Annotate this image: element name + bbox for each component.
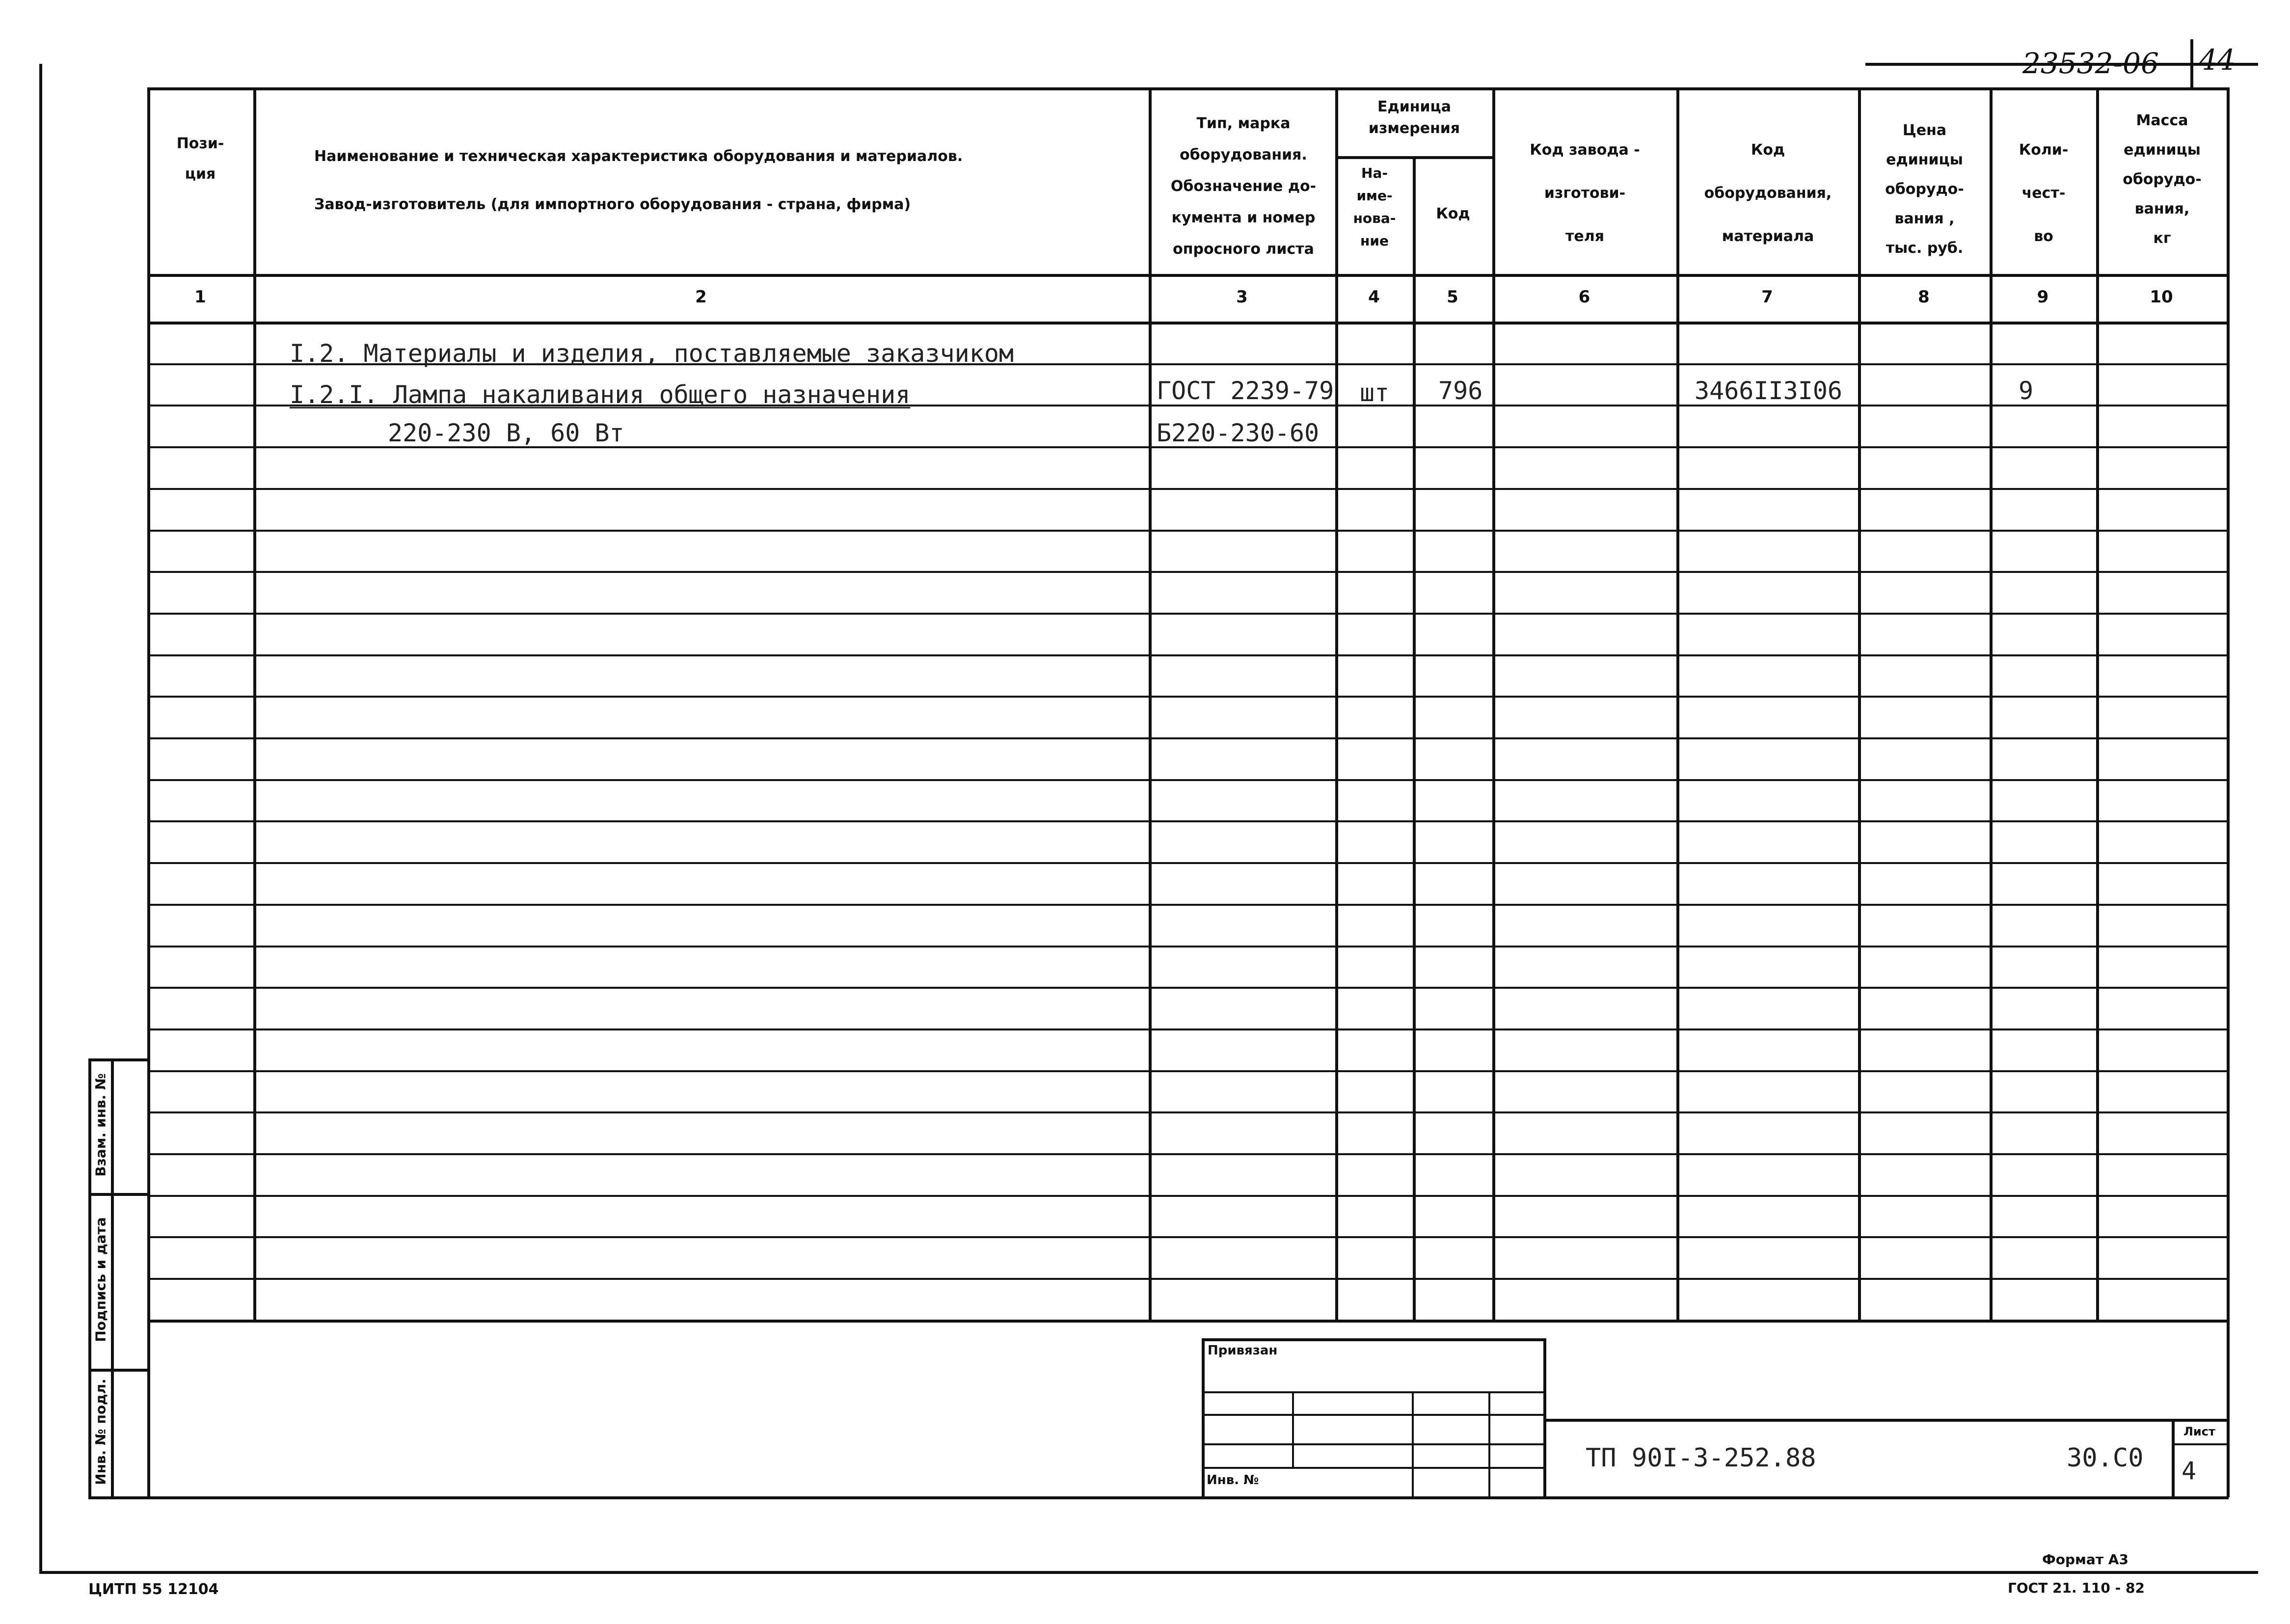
colnum-8: 8	[1918, 287, 1930, 307]
header-quantity: Коли- чест- во	[2019, 141, 2069, 245]
table-row-line	[147, 779, 2229, 781]
colnum-4: 4	[1368, 287, 1380, 307]
stamp-inv-no: Инв. №	[1207, 1473, 1259, 1488]
colnum-6: 6	[1578, 287, 1590, 307]
table-row-line	[147, 1111, 2229, 1113]
col-line-7	[1858, 87, 1861, 1321]
row1-name: I.2. Материалы и изделия, поставляемые заказчиком	[290, 339, 1014, 368]
table-row-line	[147, 1195, 2229, 1197]
side-strip-top	[88, 1058, 147, 1061]
page-number-box-left	[2190, 39, 2193, 88]
stamp-left	[1202, 1338, 1205, 1497]
stamp-code: 30.С0	[2067, 1443, 2144, 1473]
col-line-3	[1335, 87, 1338, 1321]
table-row-line	[147, 488, 2229, 490]
table-top	[147, 87, 2229, 90]
side-label-vzam: Взам. инв. №	[92, 1073, 109, 1177]
header-unit-code: Код	[1436, 205, 1470, 222]
table-row-line	[147, 862, 2229, 864]
stamp-right	[1543, 1338, 1546, 1497]
col-line-9	[2096, 87, 2099, 1321]
table-row-line	[147, 820, 2229, 822]
stamp-row2	[1202, 1414, 1545, 1416]
table-row-line	[147, 1070, 2229, 1072]
table-row-line	[147, 987, 2229, 989]
stamp-privyazan: Привязан	[1208, 1343, 1278, 1358]
table-row-line	[147, 1278, 2229, 1280]
page-border-bottom	[39, 1571, 2258, 1574]
table-row-line	[147, 1029, 2229, 1030]
col-line-10	[2227, 87, 2230, 1497]
side-label-podpis: Подпись и дата	[92, 1217, 109, 1342]
colnum-5: 5	[1447, 287, 1458, 307]
row2-name: I.2.I. Лампа накаливания общего назначения	[290, 380, 911, 409]
header-unit: Единица измерения	[1368, 98, 1460, 137]
row3-name: 220-230 В, 60 Вт	[388, 419, 624, 447]
stamp-col2	[1412, 1391, 1414, 1497]
header-type: Тип, марка оборудования. Обозначение до- кумента и номер опросного листа	[1170, 115, 1317, 258]
row2-material-code: 3466II3I06	[1695, 377, 1843, 405]
header-material-code: Код оборудования, материала	[1704, 141, 1832, 245]
row3-type: Б220-230-60	[1157, 419, 1320, 447]
stamp-sheet-left	[2172, 1419, 2175, 1497]
header-position: Пози- ция	[176, 135, 224, 183]
stamp-row4	[1202, 1467, 1545, 1469]
table-row-line	[147, 1153, 2229, 1155]
side-strip-div1	[88, 1193, 147, 1196]
header-mass: Масса единицы оборудо- вания, кг	[2123, 112, 2202, 247]
stamp-sheet-number: 4	[2182, 1457, 2197, 1485]
unit-subheader-line	[1335, 156, 1492, 159]
page-border-left	[39, 64, 42, 1571]
stamp-designation: ТП 90I-3-252.88	[1586, 1443, 1816, 1473]
row2-code: 796	[1438, 377, 1483, 405]
stamp-col1	[1292, 1391, 1294, 1467]
header-unit-name: На- име- нова- ние	[1353, 165, 1396, 249]
table-row-line	[147, 696, 2229, 698]
col-line-1	[253, 87, 256, 1321]
row2-type: ГОСТ 2239-79	[1157, 377, 1334, 405]
header-price: Цена единицы оборудо- вания , тыс. руб.	[1885, 122, 1964, 257]
page-number-handwritten: 44	[2199, 43, 2236, 77]
stamp-col3	[1488, 1391, 1490, 1497]
col-line-5	[1492, 87, 1495, 1321]
drawing-frame-bottom	[88, 1496, 2229, 1499]
colnum-1: 1	[194, 287, 206, 307]
table-row-line	[147, 654, 2229, 656]
table-body-bottom	[147, 1320, 2229, 1323]
header-factory-code: Код завода - изготови- теля	[1530, 141, 1640, 245]
col-line-6	[1676, 87, 1679, 1321]
table-row-line	[147, 946, 2229, 947]
footer-format: Формат А3	[2042, 1551, 2128, 1568]
table-row-line	[147, 1236, 2229, 1238]
row2-qty: 9	[2019, 377, 2034, 405]
side-strip-left	[88, 1058, 91, 1497]
stamp-sheet-label: Лист	[2183, 1425, 2215, 1438]
footer-left: ЦИТП 55 12104	[88, 1581, 219, 1598]
stamp-top	[1202, 1338, 1545, 1341]
doc-number-handwritten: 23532-06	[2022, 47, 2159, 80]
table-row-line	[147, 571, 2229, 573]
footer-gost: ГОСТ 21. 110 - 82	[2008, 1580, 2145, 1596]
col-line-2	[1149, 87, 1152, 1321]
colnum-10: 10	[2150, 287, 2173, 307]
table-row-line	[147, 530, 2229, 532]
row2-unit: шт	[1360, 379, 1390, 407]
colnum-3: 3	[1236, 287, 1248, 307]
colnum-2: 2	[695, 287, 707, 307]
side-label-inv-podl: Инв. № подл.	[92, 1379, 109, 1485]
table-row-line	[147, 737, 2229, 739]
colnum-7: 7	[1761, 287, 1773, 307]
table-row-line	[147, 904, 2229, 906]
table-numbers-bottom	[147, 322, 2229, 325]
colnum-9: 9	[2037, 287, 2049, 307]
side-strip-mid	[111, 1058, 114, 1497]
table-row-line	[147, 613, 2229, 615]
table-header-bottom	[147, 274, 2229, 277]
stamp-designation-top	[1543, 1419, 2229, 1422]
stamp-row1	[1202, 1391, 1545, 1393]
stamp-sheet-div	[2172, 1443, 2229, 1445]
header-name: Наименование и техническая характеристика оборудования и материалов. Завод-изготовитель (для импортного оборудования - страна, фирма)	[314, 148, 963, 213]
stamp-row3	[1202, 1443, 1545, 1445]
col-line-8	[1990, 87, 1993, 1321]
